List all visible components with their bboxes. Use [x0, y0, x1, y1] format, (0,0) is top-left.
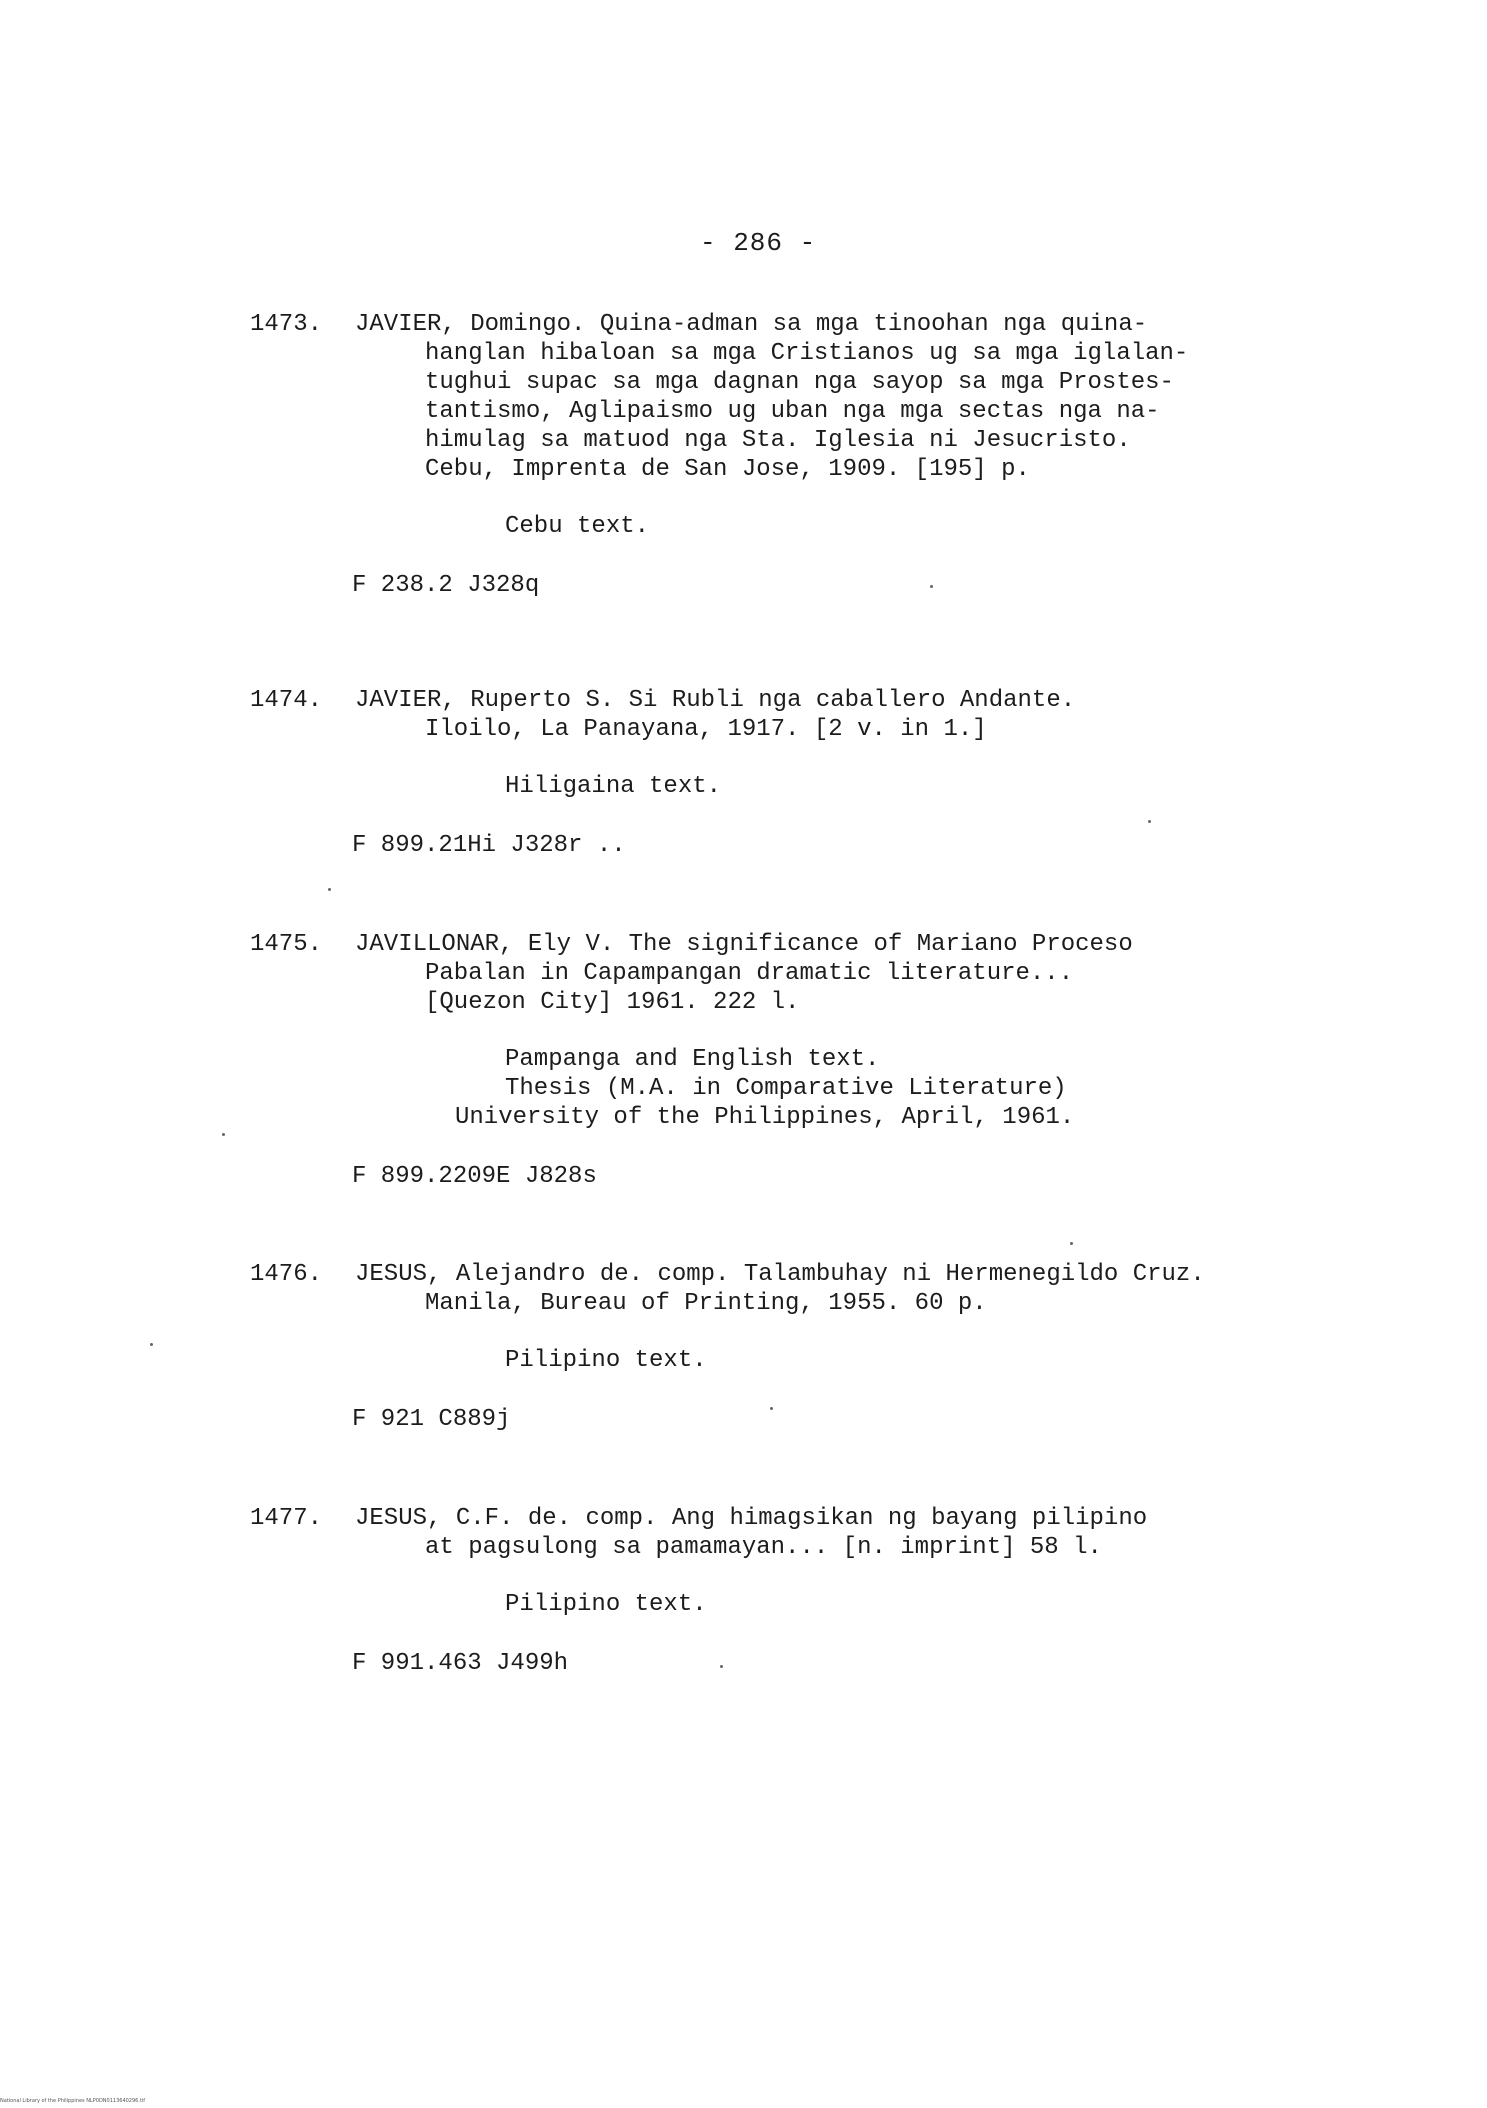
entry-heading — [250, 1260, 1250, 1318]
scan-footer: National Library of the Philippines NLP0DN0113640296.tif — [0, 2098, 146, 2104]
entry-note — [250, 1346, 1250, 1375]
entry-number: 1475. — [250, 931, 323, 958]
note-line: University of the Philippines, April, 1961. — [455, 1104, 1075, 1131]
heading-line: Cebu, Imprenta de San Jose, 1909. [195] p. — [425, 456, 1030, 483]
call-number: F 921 C889j — [352, 1406, 511, 1433]
note-line: Thesis (M.A. in Comparative Literature) — [505, 1075, 1067, 1102]
page-number: - 286 - — [700, 228, 817, 258]
scan-speck — [930, 585, 933, 588]
heading-line: JAVIER, Ruperto S. Si Rubli nga caballero Andante. — [355, 687, 1076, 714]
bibliography-entry — [250, 930, 1250, 1191]
bibliography-entry — [250, 310, 1250, 600]
entry-heading — [250, 686, 1250, 744]
bibliography-entry — [250, 686, 1250, 860]
entry-note — [250, 1045, 1250, 1132]
heading-line: Manila, Bureau of Printing, 1955. 60 p. — [425, 1290, 987, 1317]
heading-line: hanglan hibaloan sa mga Cristianos ug sa mga iglalan- — [425, 340, 1189, 367]
entry-heading — [250, 1504, 1250, 1562]
scan-speck — [222, 1133, 225, 1136]
call-number: F 991.463 J499h — [352, 1650, 569, 1677]
heading-line: JAVILLONAR, Ely V. The significance of Mariano Proceso — [355, 931, 1133, 958]
call-number: F 238.2 J328q — [352, 572, 540, 599]
heading-line: JAVIER, Domingo. Quina-adman sa mga tinoohan nga quina- — [355, 311, 1148, 338]
bibliography-entry — [250, 1504, 1250, 1678]
entry-number: 1474. — [250, 687, 323, 714]
entry-heading — [250, 930, 1250, 1017]
entry-note — [250, 1590, 1250, 1619]
call-number: F 899.21Hi J328r .. — [352, 832, 626, 859]
note-line: Cebu text. — [505, 513, 650, 540]
scan-speck — [720, 1665, 723, 1668]
scan-speck — [1070, 1242, 1073, 1245]
entry-number: 1473. — [250, 311, 323, 338]
scan-speck — [328, 888, 331, 891]
scan-speck — [1148, 820, 1151, 823]
note-line: Pampanga and English text. — [505, 1046, 880, 1073]
heading-line: himulag sa matuod nga Sta. Iglesia ni Jesucristo. — [425, 427, 1131, 454]
heading-line: [Quezon City] 1961. 222 l. — [425, 989, 800, 1016]
bibliography-entry — [250, 1260, 1250, 1434]
entry-note — [250, 512, 1250, 541]
entry-note — [250, 772, 1250, 801]
scan-speck — [150, 1343, 153, 1346]
heading-line: JESUS, C.F. de. comp. Ang himagsikan ng bayang pilipino — [355, 1505, 1148, 1532]
heading-line: tantismo, Aglipaismo ug uban nga mga sectas nga na- — [425, 398, 1160, 425]
heading-line: Iloilo, La Panayana, 1917. [2 v. in 1.] — [425, 716, 987, 743]
entry-number: 1476. — [250, 1261, 323, 1288]
entry-number: 1477. — [250, 1505, 323, 1532]
heading-line: tughui supac sa mga dagnan nga sayop sa mga Prostes- — [425, 369, 1174, 396]
entry-heading — [250, 310, 1250, 484]
scan-speck — [770, 1407, 773, 1410]
heading-line: JESUS, Alejandro de. comp. Talambuhay ni Hermenegildo Cruz. — [355, 1261, 1205, 1288]
call-number: F 899.2209E J828s — [352, 1163, 597, 1190]
note-line: Hiligaina text. — [505, 773, 722, 800]
note-line: Pilipino text. — [505, 1347, 707, 1374]
heading-line: at pagsulong sa pamamayan... [n. imprint] 58 l. — [425, 1534, 1102, 1561]
note-line: Pilipino text. — [505, 1591, 707, 1618]
heading-line: Pabalan in Capampangan dramatic literature... — [425, 960, 1074, 987]
